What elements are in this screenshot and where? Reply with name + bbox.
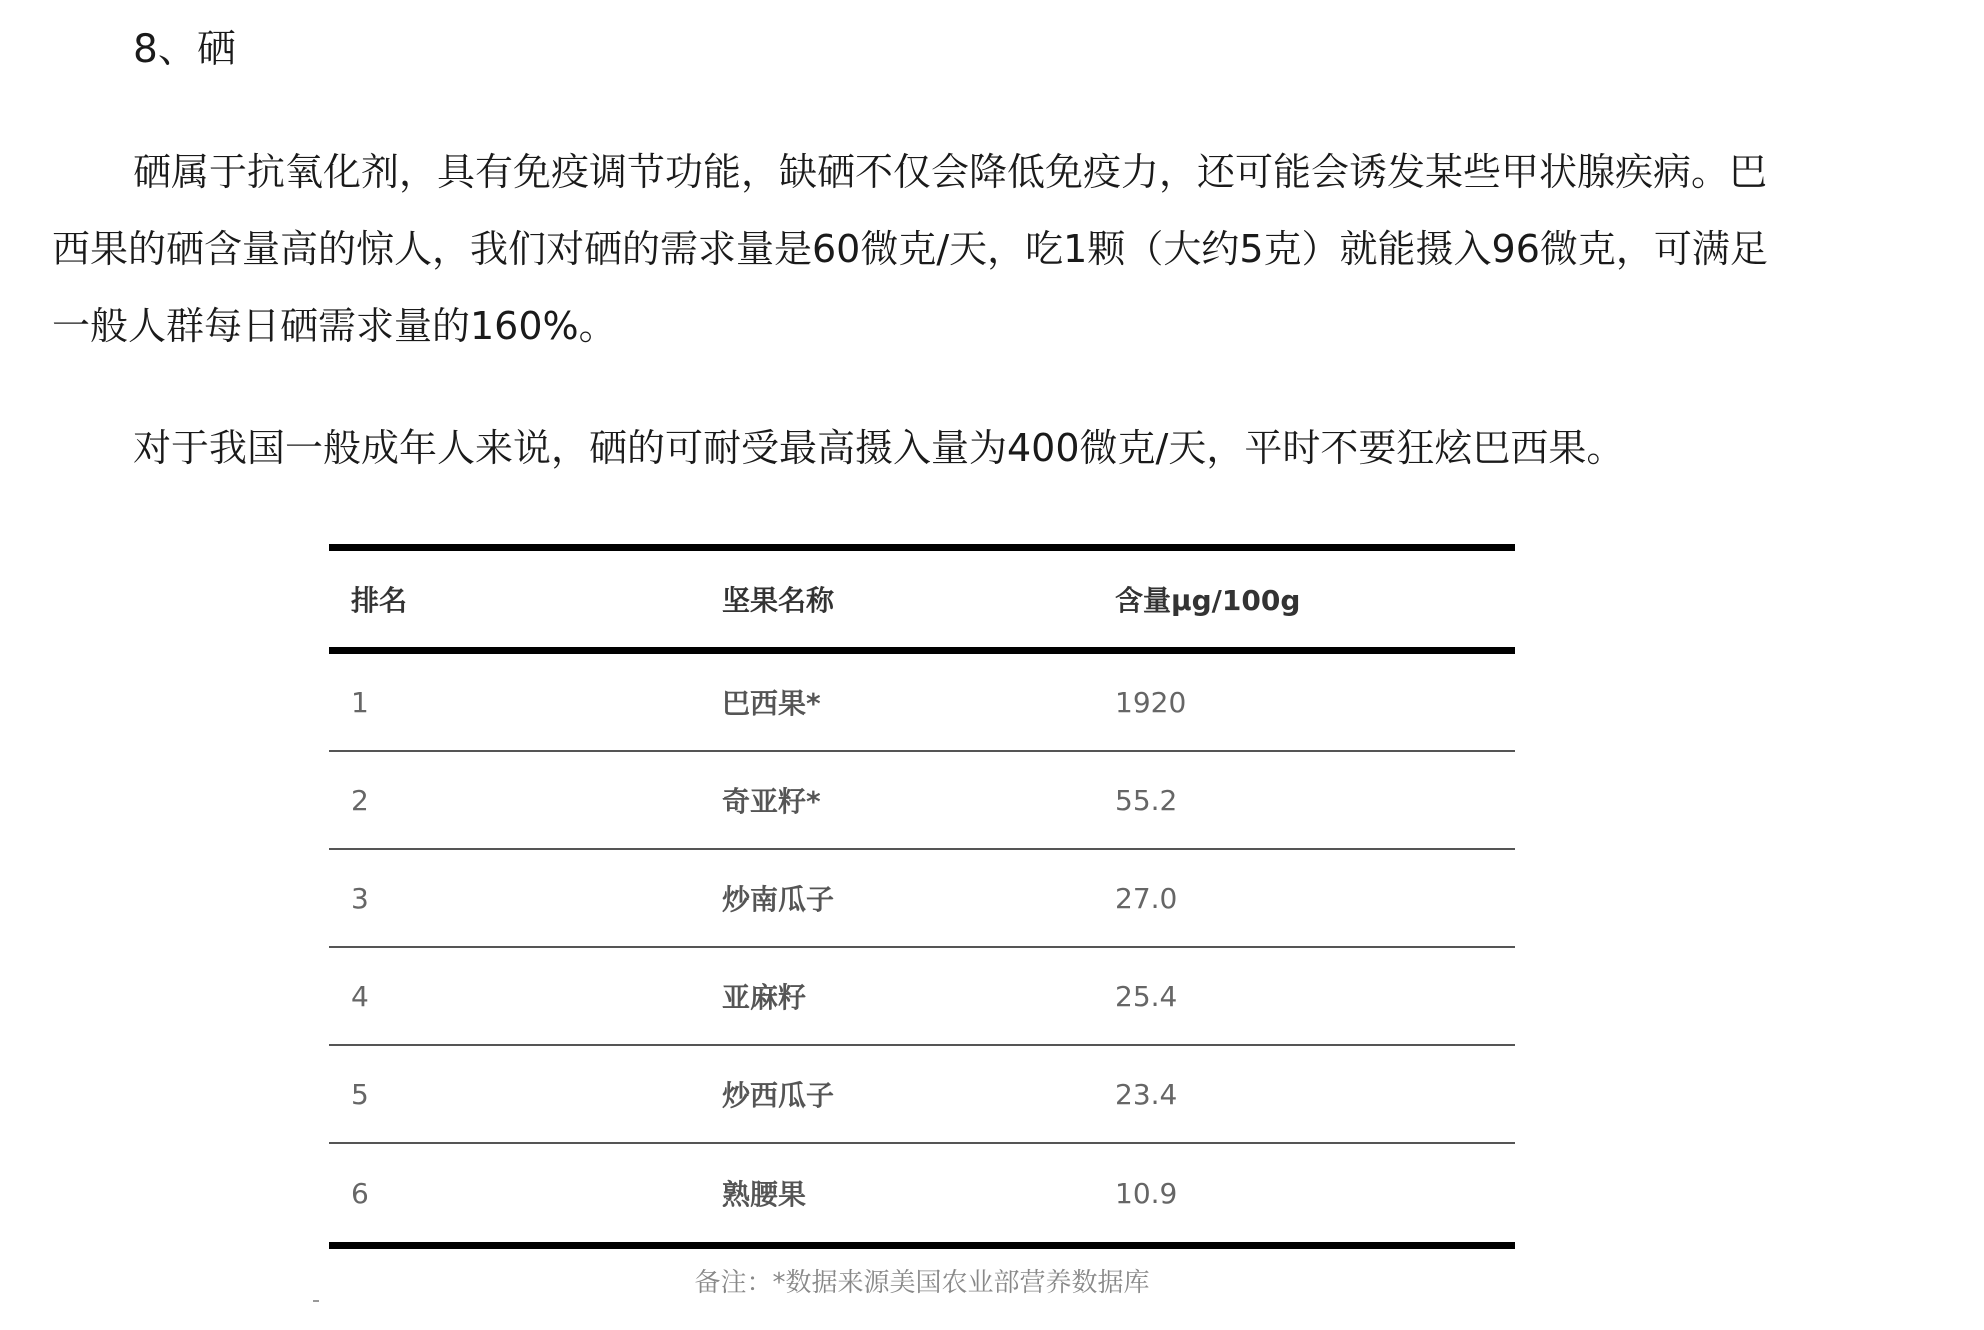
table-row: [329, 654, 1515, 752]
cell-content: 23.4: [1115, 1077, 1178, 1111]
stray-mark: [313, 1300, 319, 1302]
cell-rank: 1: [351, 685, 369, 719]
table-row: [329, 1144, 1515, 1242]
cell-rank: 3: [351, 881, 369, 915]
table-header-row: [329, 551, 1515, 647]
table-row: [329, 850, 1515, 948]
cell-content: 10.9: [1115, 1176, 1178, 1210]
table-row: [329, 948, 1515, 1046]
table-bottom-rule: [329, 1242, 1515, 1249]
cell-rank: 6: [351, 1176, 369, 1210]
cell-rank: 2: [351, 783, 369, 817]
cell-nut-name: 炒西瓜子: [722, 1079, 835, 1112]
table-row: [329, 752, 1515, 850]
section-heading: 8、硒: [133, 27, 236, 72]
cell-rank: 5: [351, 1077, 369, 1111]
cell-content: 1920: [1115, 685, 1187, 719]
header-content: 含量μg/100g: [1115, 584, 1301, 617]
cell-content: 55.2: [1115, 783, 1178, 817]
selenium-table: [329, 544, 1515, 1249]
cell-content: 25.4: [1115, 979, 1178, 1013]
cell-nut-name: 熟腰果: [722, 1178, 807, 1211]
paragraph-selenium-limit: 对于我国一般成年人来说，硒的可耐受最高摄入量为400微克/天，平时不要狂炫巴西果。: [133, 426, 1625, 470]
table-footnote: 备注：*数据来源美国农业部营养数据库: [694, 1268, 1150, 1298]
cell-nut-name: 奇亚籽*: [722, 785, 821, 818]
cell-rank: 4: [351, 979, 369, 1013]
header-nut-name: 坚果名称: [722, 584, 835, 617]
cell-nut-name: 亚麻籽: [722, 981, 807, 1014]
table-row: [329, 1046, 1515, 1144]
cell-nut-name: 巴西果*: [722, 687, 821, 720]
cell-content: 27.0: [1115, 881, 1178, 915]
cell-nut-name: 炒南瓜子: [722, 883, 835, 916]
table-top-rule: [329, 544, 1515, 551]
header-rank: 排名: [351, 584, 408, 617]
paragraph-selenium-intro: 硒属于抗氧化剂，具有免疫调节功能，缺硒不仅会降低免疫力，还可能会诱发某些甲状腺疾病。巴西果的硒含量高的惊人，我们对硒的需求量是60微克/天，吃1颗（大约5克）就能摄入96微克，可满足一般人群每日硒需求量的160%。: [52, 150, 1768, 348]
table-header-rule: [329, 647, 1515, 654]
